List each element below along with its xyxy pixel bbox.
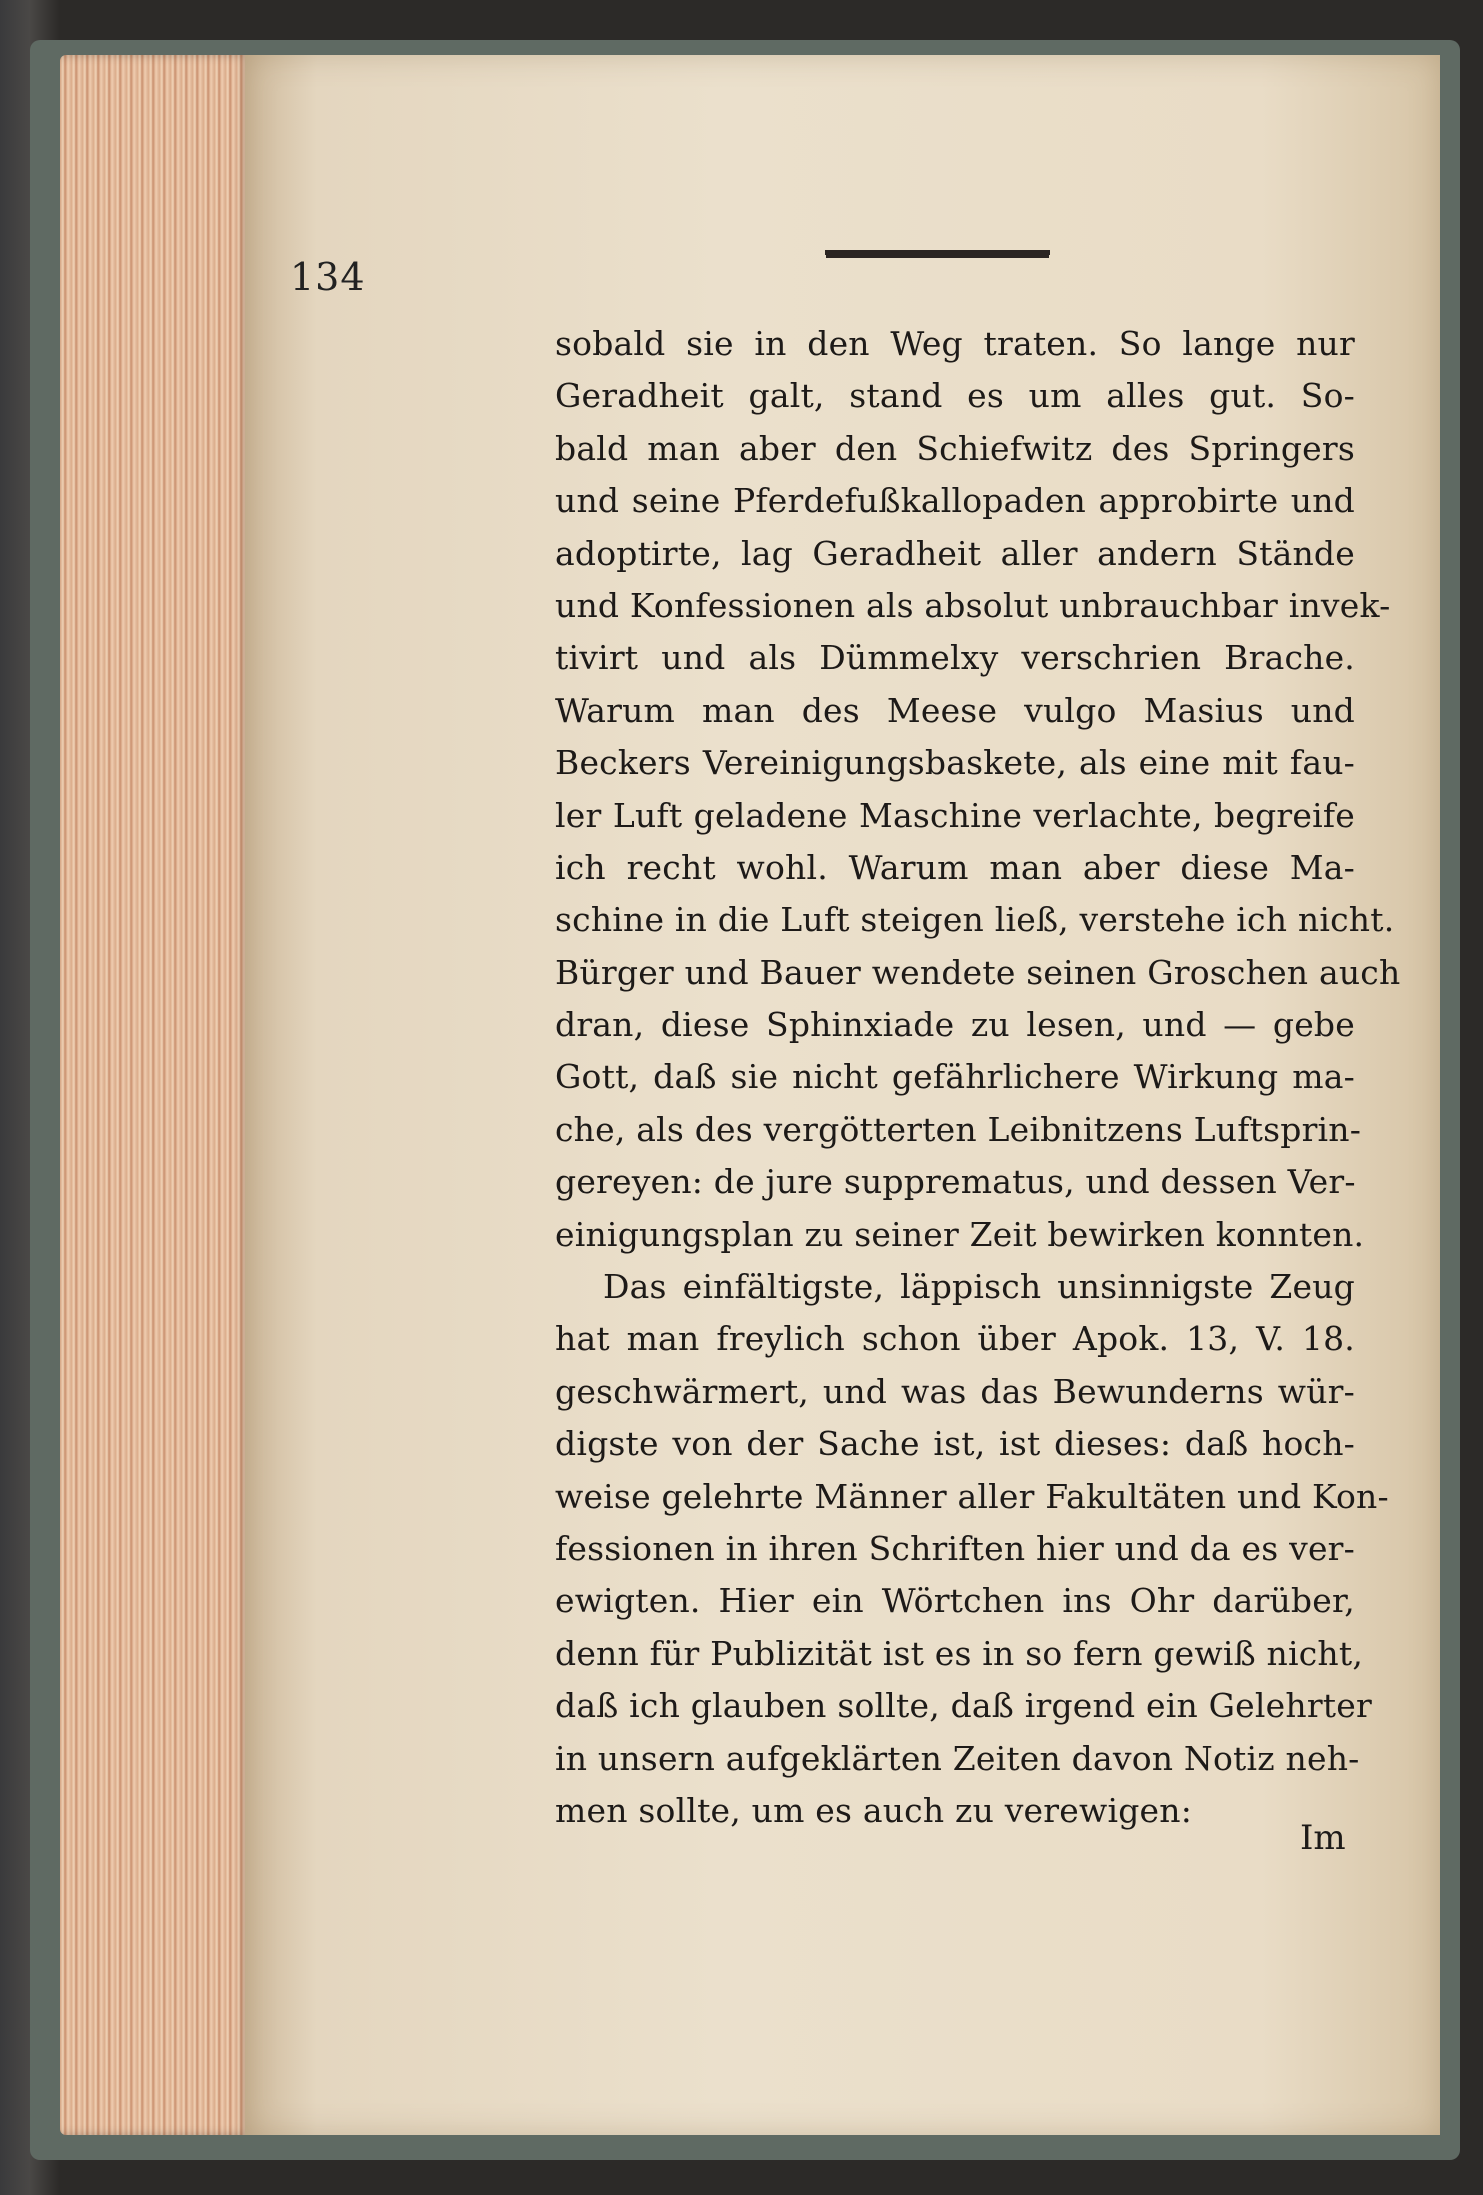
body-text: [555, 318, 1401, 1837]
text-line: dran, diese Sphinxiade zu lesen, und — gebe: [555, 1005, 1355, 1045]
text-line: digste von der Sache ist, ist dieses: daß hoch-: [555, 1424, 1355, 1464]
text-line: sobald sie in den Weg traten. So lange nur: [555, 324, 1355, 363]
page-edges: [60, 55, 250, 2135]
text-line: bald man aber den Schiefwitz des Springers: [555, 428, 1355, 468]
text-line: adoptirte, lag Geradheit aller andern Stände: [555, 533, 1355, 573]
text-line: fessionen in ihren Schriften hier und da es ver-: [555, 1528, 1355, 1568]
text-line: Beckers Vereinigungsbaskete, als eine mit fau-: [555, 743, 1355, 783]
text-line: schine in die Luft steigen ließ, verstehe ich nicht.: [555, 900, 1395, 940]
header-rule: [825, 250, 1050, 255]
text-line: denn für Publizität ist es in so fern gewiß nicht,: [555, 1633, 1364, 1673]
text-line: tivirt und als Dümmelxy verschrien Brache.: [555, 638, 1355, 678]
text-line: und seine Pferdefußkallopaden approbirte und: [555, 481, 1355, 521]
text-line: Geradheit galt, stand es um alles gut. So-: [555, 376, 1355, 416]
text-line: ler Luft geladene Maschine verlachte, begreife: [555, 795, 1355, 835]
catchword: Im: [1300, 1818, 1346, 1858]
text-line: ewigten. Hier ein Wörtchen ins Ohr darüber,: [555, 1581, 1355, 1621]
text-line: Bürger und Bauer wendete seinen Groschen auch: [555, 952, 1401, 992]
text-line: Warum man des Meese vulgo Masius und: [555, 690, 1355, 730]
text-line: Das einfältigste, läppisch unsinnigste Zeug: [603, 1267, 1355, 1307]
text-line: geschwärmert, und was das Bewunderns wür-: [555, 1371, 1355, 1411]
text-line: in unsern aufgeklärten Zeiten davon Notiz neh-: [555, 1738, 1360, 1778]
text-line: Gott, daß sie nicht gefährlichere Wirkung ma-: [555, 1057, 1355, 1097]
text-line: ich recht wohl. Warum man aber diese Ma-: [555, 847, 1355, 887]
text-line: men sollte, um es auch zu verewigen:: [555, 1790, 1193, 1830]
text-line: weise gelehrte Männer aller Fakultäten und Kon-: [555, 1476, 1389, 1516]
text-line: hat man freylich schon über Apok. 13, V. 18.: [555, 1319, 1355, 1359]
text-line: daß ich glauben sollte, daß irgend ein Gelehrter: [555, 1686, 1372, 1726]
text-line: einigungsplan zu seiner Zeit bewirken konnten.: [555, 1214, 1365, 1254]
text-line: che, als des vergötterten Leibnitzens Luftsprin-: [555, 1109, 1362, 1149]
page-number: 134: [290, 255, 366, 299]
text-line: gereyen: de jure supprematus, und dessen Ver-: [555, 1162, 1356, 1202]
text-line: und Konfessionen als absolut unbrauchbar invek-: [555, 585, 1391, 625]
